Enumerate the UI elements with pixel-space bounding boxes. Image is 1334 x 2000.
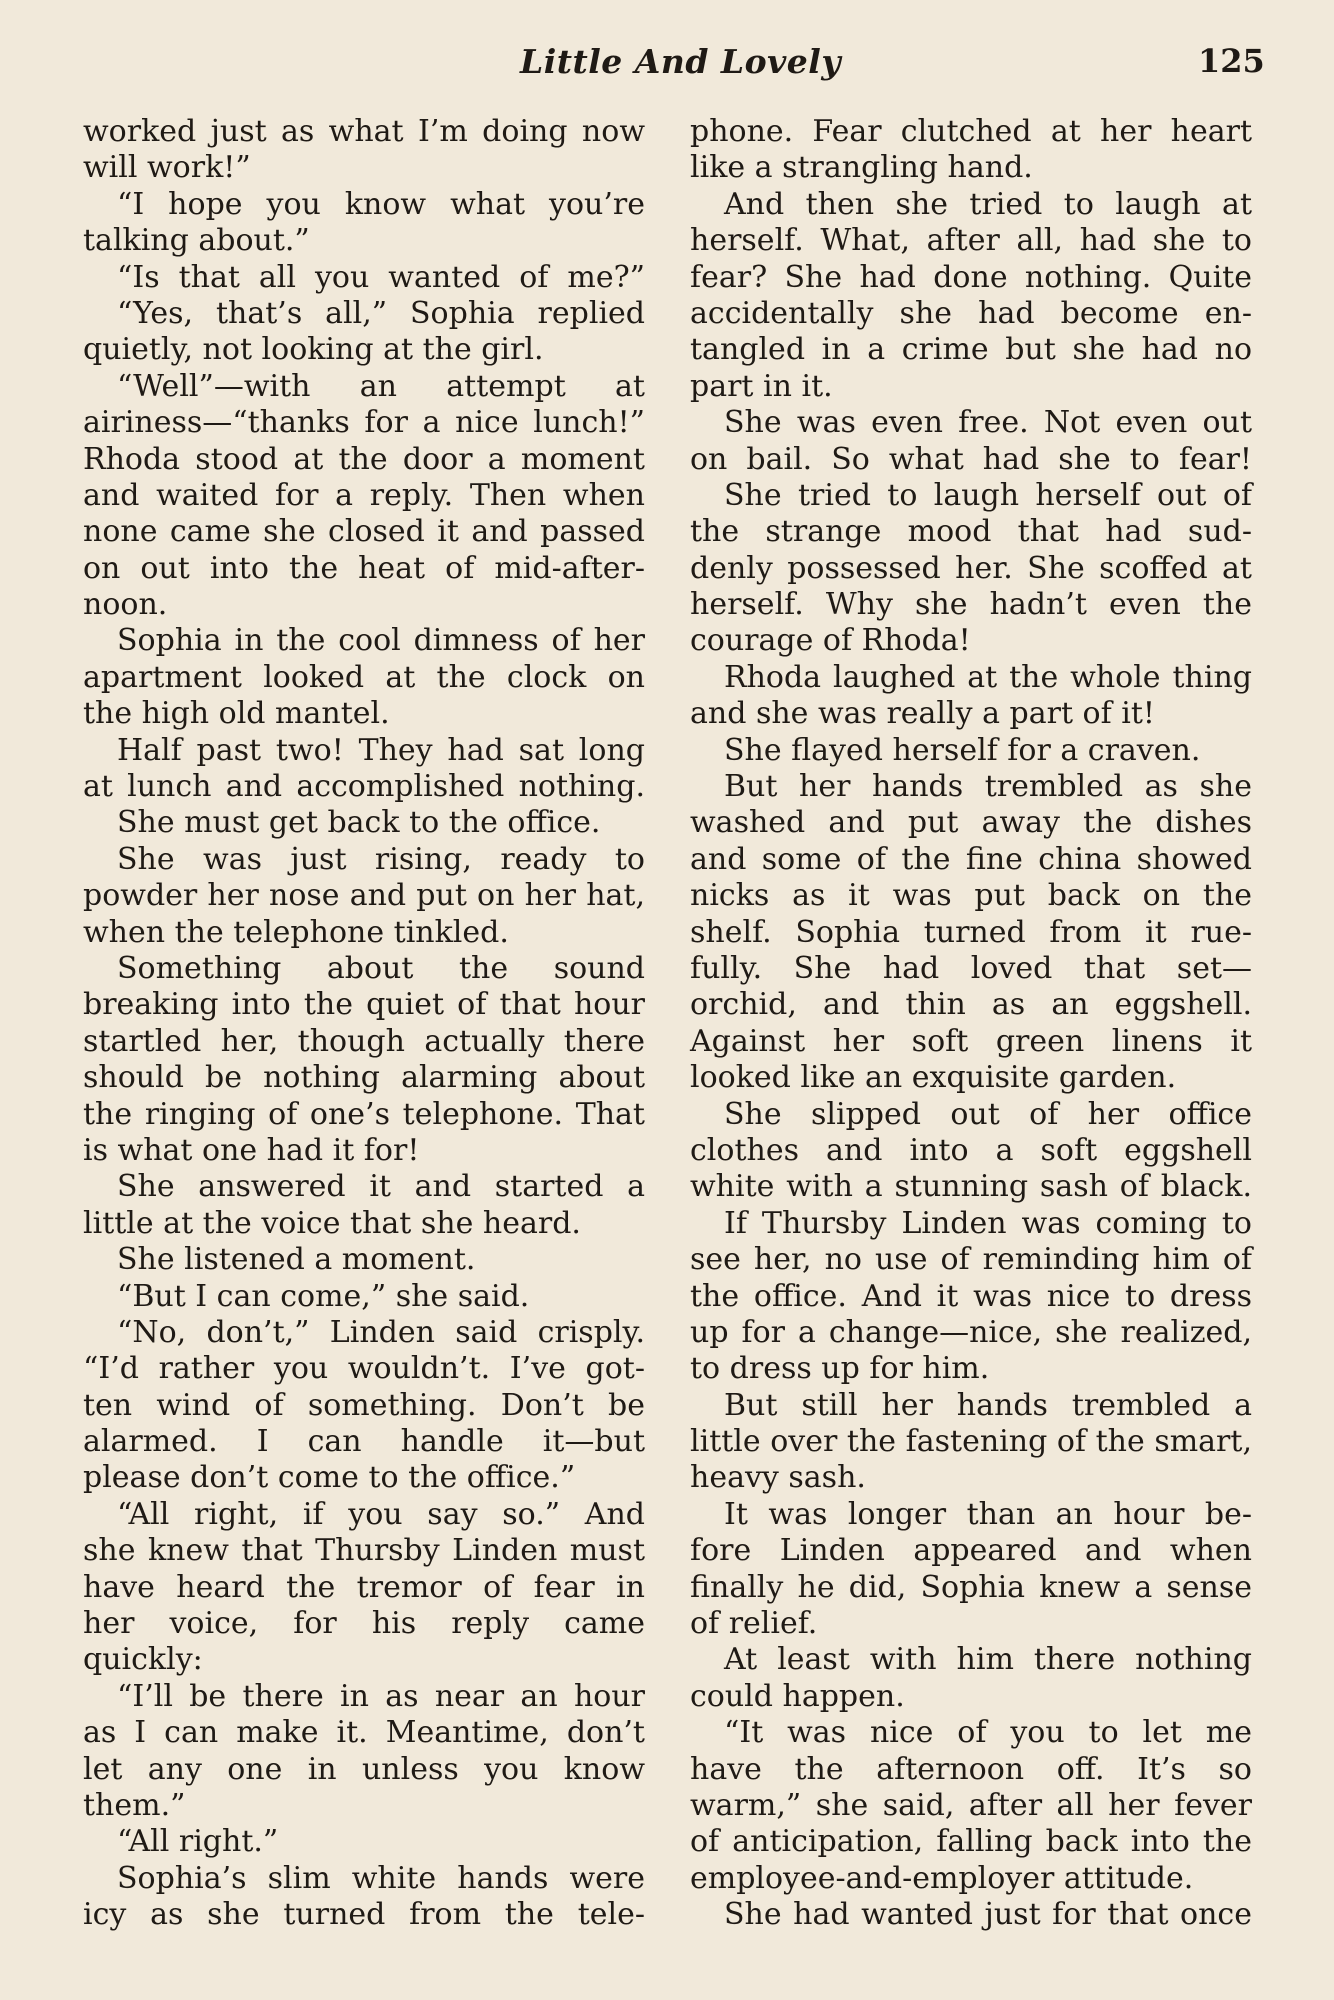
text-line: fully. She had loved that set— bbox=[690, 950, 1252, 986]
text-line: She answered it and started a bbox=[117, 1169, 645, 1205]
text-line: fear? She had done nothing. Quite bbox=[690, 259, 1252, 295]
text-line: please don’t come to the office.” bbox=[83, 1460, 576, 1496]
text-line: breaking into the quiet of that hour bbox=[83, 987, 645, 1023]
text-line: She was even free. Not even out bbox=[724, 405, 1252, 441]
text-line: on out into the heat of mid-after- bbox=[83, 550, 645, 586]
text-line: apartment looked at the clock on bbox=[83, 659, 645, 695]
text-line: icy as she turned from the tele- bbox=[83, 1897, 645, 1933]
text-line: the strange mood that had sud- bbox=[690, 514, 1252, 550]
running-title: Little And Lovely bbox=[520, 42, 842, 81]
text-line: part in it. bbox=[690, 368, 833, 404]
text-line: and some of the fine china showed bbox=[690, 841, 1252, 877]
text-line: herself. What, after all, had she to bbox=[690, 223, 1252, 259]
text-line: as I can make it. Meantime, don’t bbox=[83, 1715, 645, 1751]
text-line: And then she tried to laugh at bbox=[724, 186, 1252, 222]
text-line: little at the voice that she heard. bbox=[83, 1205, 581, 1241]
running-header bbox=[0, 42, 1334, 88]
text-line: talking about.” bbox=[83, 223, 310, 259]
text-line: them.” bbox=[83, 1787, 186, 1823]
text-line: “Is that all you wanted of me?” bbox=[117, 259, 645, 295]
text-line: “No, don’t,” Linden said crisply. bbox=[117, 1314, 645, 1350]
text-line: “I’d rather you wouldn’t. I’ve got- bbox=[83, 1351, 645, 1387]
text-column-right bbox=[690, 114, 1252, 1934]
text-line: the ringing of one’s telephone. That bbox=[83, 1096, 645, 1132]
text-line: powder her nose and put on her hat, bbox=[83, 878, 645, 914]
text-line: “Yes, that’s all,” Sophia replied bbox=[117, 295, 645, 331]
text-line: and she was really a part of it! bbox=[690, 696, 1155, 732]
text-line: But still her hands trembled a bbox=[724, 1387, 1252, 1423]
text-line: noon. bbox=[83, 587, 168, 623]
text-line: “All right, if you say so.” And bbox=[117, 1496, 645, 1532]
text-line: quietly, not looking at the girl. bbox=[83, 332, 544, 368]
text-line: the office. And it was nice to dress bbox=[690, 1278, 1252, 1314]
text-line: she knew that Thursby Linden must bbox=[83, 1533, 645, 1569]
text-line: have the afternoon off. It’s so bbox=[690, 1751, 1252, 1787]
text-line: accidentally she had become en- bbox=[690, 295, 1252, 331]
text-line: washed and put away the dishes bbox=[690, 805, 1252, 841]
text-line: herself. Why she hadn’t even the bbox=[690, 587, 1252, 623]
text-line: She had wanted just for that once bbox=[724, 1897, 1252, 1933]
text-line: If Thursby Linden was coming to bbox=[724, 1205, 1252, 1241]
text-line: “I hope you know what you’re bbox=[117, 186, 645, 222]
text-line: clothes and into a soft eggshell bbox=[690, 1132, 1252, 1168]
text-line: “It was nice of you to let me bbox=[724, 1715, 1252, 1751]
text-line: She flayed herself for a craven. bbox=[724, 732, 1201, 768]
text-line: courage of Rhoda! bbox=[690, 623, 971, 659]
text-line: tangled in a crime but she had no bbox=[690, 332, 1252, 368]
text-line: employee-and-employer attitude. bbox=[690, 1860, 1194, 1896]
text-line: worked just as what I’m doing now bbox=[83, 114, 645, 149]
text-line: phone. Fear clutched at her heart bbox=[690, 114, 1252, 149]
text-line: airiness—“thanks for a nice lunch!” bbox=[83, 405, 645, 441]
text-line: on bail. So what had she to fear! bbox=[690, 441, 1252, 477]
text-line: “But I can come,” she said. bbox=[117, 1278, 530, 1314]
text-line: of anticipation, falling back into the bbox=[690, 1824, 1252, 1860]
text-line: startled her, though actually there bbox=[83, 1023, 645, 1059]
text-line: looked like an exquisite garden. bbox=[690, 1060, 1177, 1096]
text-line: She listened a moment. bbox=[117, 1242, 476, 1278]
text-line: could happen. bbox=[690, 1678, 905, 1714]
text-line: like a strangling hand. bbox=[690, 150, 1033, 186]
text-line: should be nothing alarming about bbox=[83, 1060, 645, 1096]
text-line: ten wind of something. Don’t be bbox=[83, 1387, 645, 1423]
text-line: Sophia in the cool dimness of her bbox=[117, 623, 645, 659]
page-number: 125 bbox=[1198, 42, 1265, 80]
text-line: Rhoda laughed at the whole thing bbox=[724, 659, 1252, 695]
text-line: is what one had it for! bbox=[83, 1132, 420, 1168]
text-line: and waited for a reply. Then when bbox=[83, 477, 645, 513]
text-line: heavy sash. bbox=[690, 1460, 866, 1496]
text-line: warm,” she said, after all her fever bbox=[690, 1787, 1252, 1823]
text-line: Half past two! They had sat long bbox=[117, 732, 645, 768]
text-line: Sophia’s slim white hands were bbox=[117, 1860, 645, 1896]
text-line: Something about the sound bbox=[117, 950, 645, 986]
text-line: At least with him there nothing bbox=[724, 1642, 1252, 1678]
text-line: up for a change—nice, she realized, bbox=[690, 1314, 1252, 1350]
text-line: will work!” bbox=[83, 150, 251, 186]
text-line: She must get back to the office. bbox=[117, 805, 601, 841]
text-line: alarmed. I can handle it—but bbox=[83, 1424, 645, 1460]
text-line: her voice, for his reply came bbox=[83, 1606, 645, 1642]
text-line: It was longer than an hour be- bbox=[724, 1496, 1252, 1532]
text-line: She was just rising, ready to bbox=[117, 841, 645, 877]
text-line: little over the fastening of the smart, bbox=[690, 1424, 1252, 1460]
text-line: But her hands trembled as she bbox=[724, 769, 1252, 805]
text-line: see her, no use of reminding him of bbox=[690, 1242, 1252, 1278]
text-line: let any one in unless you know bbox=[83, 1751, 645, 1787]
text-line: She slipped out of her office bbox=[724, 1096, 1252, 1132]
text-line: the high old mantel. bbox=[83, 696, 390, 732]
text-line: quickly: bbox=[83, 1642, 203, 1678]
text-line: shelf. Sophia turned from it rue- bbox=[690, 914, 1252, 950]
text-line: at lunch and accomplished nothing. bbox=[83, 769, 645, 805]
text-line: of relief. bbox=[690, 1606, 818, 1642]
text-line: have heard the tremor of fear in bbox=[83, 1569, 645, 1605]
text-line: Against her soft green linens it bbox=[690, 1023, 1252, 1059]
text-line: “All right.” bbox=[117, 1824, 279, 1860]
text-line: orchid, and thin as an eggshell. bbox=[690, 987, 1252, 1023]
text-line: white with a stunning sash of black. bbox=[690, 1169, 1252, 1205]
text-line: when the telephone tinkled. bbox=[83, 914, 509, 950]
text-line: none came she closed it and passed bbox=[83, 514, 645, 550]
text-line: Rhoda stood at the door a moment bbox=[83, 441, 645, 477]
text-line: nicks as it was put back on the bbox=[690, 878, 1252, 914]
text-line: fore Linden appeared and when bbox=[690, 1533, 1252, 1569]
text-line: finally he did, Sophia knew a sense bbox=[690, 1569, 1252, 1605]
text-line: “I’ll be there in as near an hour bbox=[117, 1678, 645, 1714]
text-line: denly possessed her. She scoffed at bbox=[690, 550, 1252, 586]
text-line: “Well”—with an attempt at bbox=[117, 368, 645, 404]
text-line: She tried to laugh herself out of bbox=[724, 477, 1252, 513]
text-column-left bbox=[83, 114, 645, 1934]
text-line: to dress up for him. bbox=[690, 1351, 990, 1387]
